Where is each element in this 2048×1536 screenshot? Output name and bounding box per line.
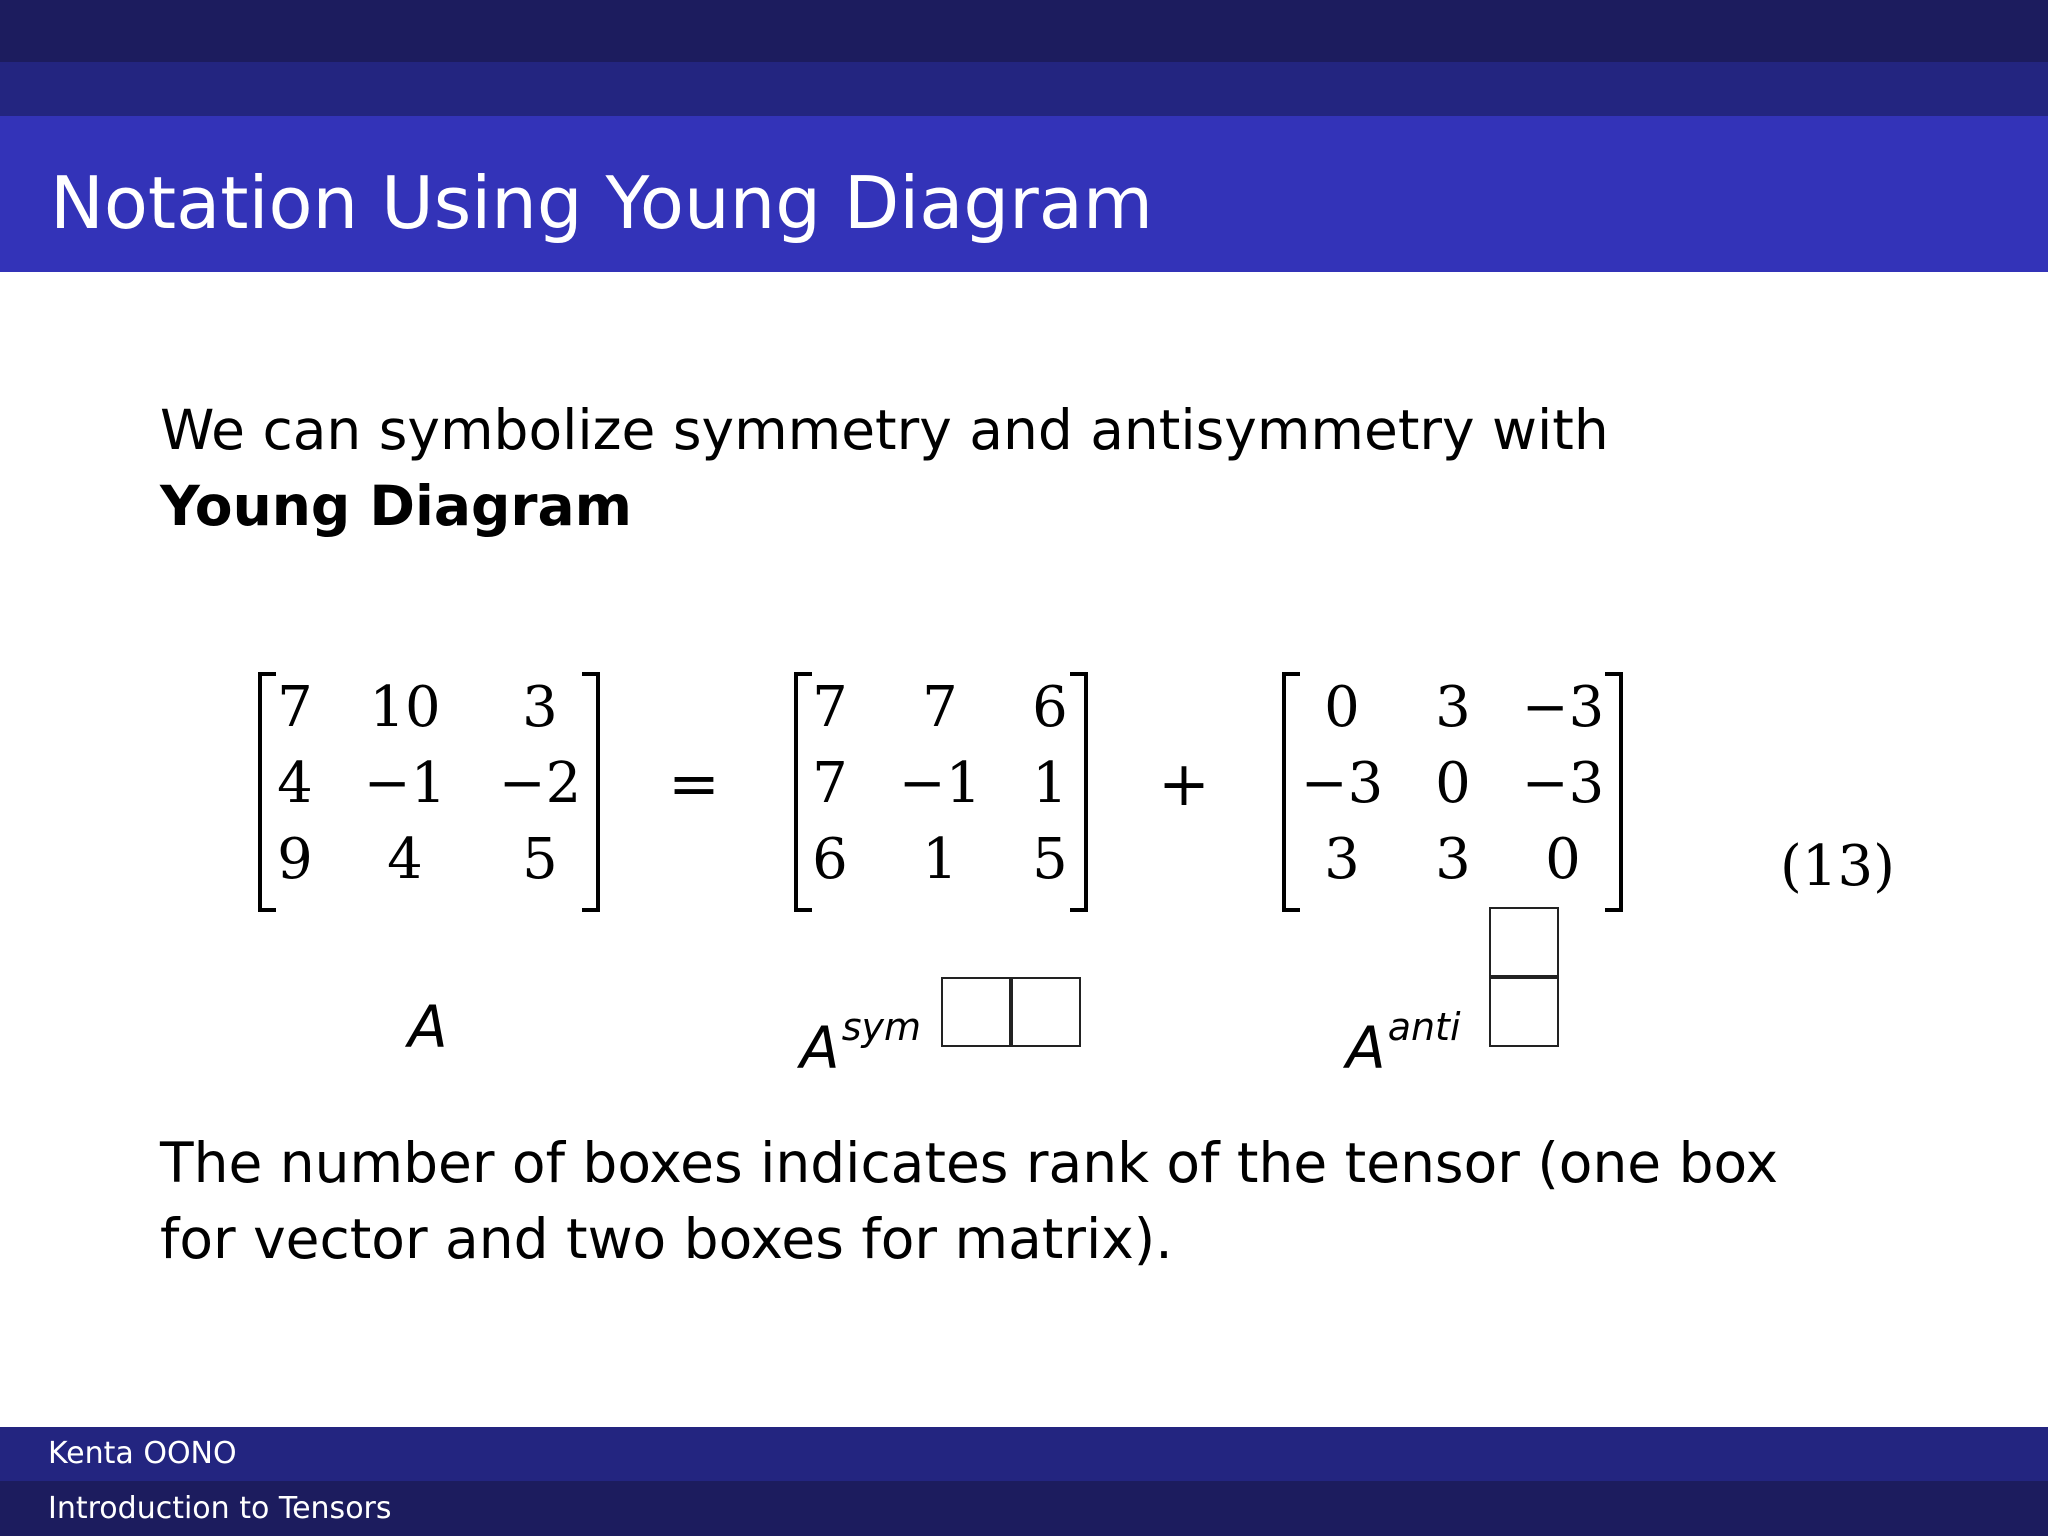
matrix-sym-cell: 7 (812, 675, 848, 740)
matrix-a-cell: −2 (498, 751, 582, 816)
label-sym-superscript: sym (841, 1005, 921, 1049)
matrix-anti-cell: −3 (1300, 751, 1384, 816)
label-anti-base: A (1346, 1014, 1386, 1082)
young-diagram-anti-box (1489, 977, 1559, 1047)
matrix-anti-cell: 0 (1435, 751, 1471, 816)
matrix-anti-cell: 3 (1435, 827, 1471, 892)
matrix-a-cell: 9 (277, 827, 313, 892)
matrix-sym-cell: −1 (898, 751, 982, 816)
plus-sign: + (1158, 747, 1210, 820)
matrix-anti-cell: 3 (1324, 827, 1360, 892)
matrix-a-cell: 10 (369, 675, 441, 740)
intro-bold-term: Young Diagram (160, 474, 632, 538)
young-diagram-anti-box (1489, 907, 1559, 977)
matrix-sym-cell: 1 (1032, 751, 1068, 816)
equals-sign: = (668, 747, 720, 820)
label-sym (800, 992, 921, 1083)
matrix-anti-cell: −3 (1521, 675, 1605, 740)
footer-author-band (0, 1427, 2048, 1481)
footer-author: Kenta OONO (48, 1436, 237, 1471)
matrix-a-cell: −1 (363, 751, 447, 816)
matrix-anti-cell: 3 (1435, 675, 1471, 740)
label-anti (1346, 992, 1461, 1083)
matrix-a-cell: 4 (277, 751, 313, 816)
label-anti-superscript: anti (1387, 1005, 1461, 1049)
matrix-anti-cell: −3 (1521, 751, 1605, 816)
matrix-a-cell: 5 (522, 827, 558, 892)
label-a: A (408, 993, 448, 1061)
label-sym-base: A (800, 1014, 840, 1082)
matrix-sym-cell: 5 (1032, 827, 1068, 892)
matrix-sym-cell: 7 (812, 751, 848, 816)
matrix-a-cell: 3 (522, 675, 558, 740)
footer-talk-title: Introduction to Tensors (48, 1491, 392, 1526)
header-top-band (0, 0, 2048, 62)
matrix-sym-cell: 6 (812, 827, 848, 892)
matrix-sym-cell: 6 (1032, 675, 1068, 740)
explanation-paragraph: The number of boxes indicates rank of the tensor (one box for vector and two boxes for matrix). (160, 1131, 1779, 1271)
equation-number: (13) (1780, 834, 1895, 899)
matrix-anti-cell: 0 (1324, 675, 1360, 740)
young-diagram-sym-box (1011, 977, 1081, 1047)
matrix-sym-cell: 1 (922, 827, 958, 892)
slide-title: Notation Using Young Diagram (50, 161, 1153, 245)
header-middle-band (0, 62, 2048, 116)
matrix-a-cell: 7 (277, 675, 313, 740)
matrix-a-cell: 4 (387, 827, 423, 892)
matrix-anti-cell: 0 (1545, 827, 1581, 892)
intro-paragraph (160, 392, 1800, 544)
young-diagram-sym-box (941, 977, 1011, 1047)
matrix-sym-cell: 7 (922, 675, 958, 740)
intro-text: We can symbolize symmetry and antisymmetry with (160, 398, 1609, 462)
